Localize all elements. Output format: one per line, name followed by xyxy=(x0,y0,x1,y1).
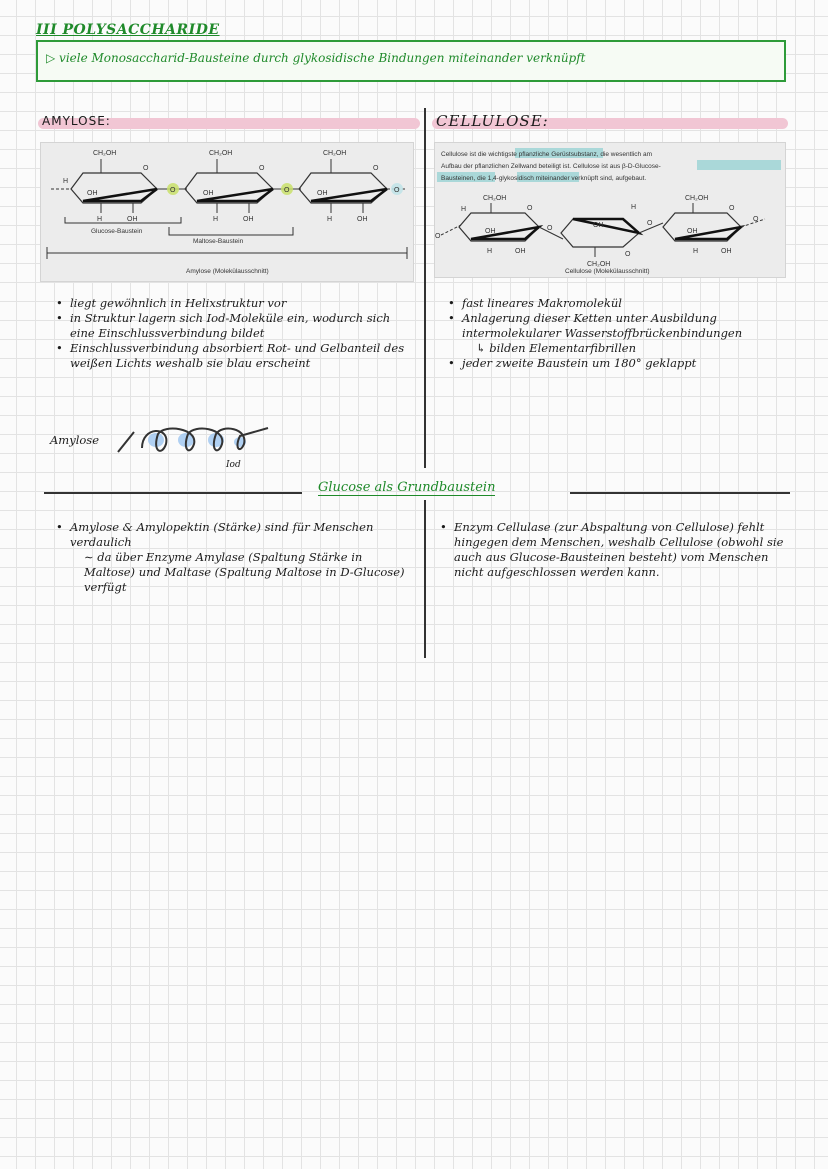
amylose-notes xyxy=(56,296,406,371)
cellulose-arrow-note: ↳ bilden Elementarfibrillen xyxy=(476,341,636,355)
glucose-unit-label: Glucose-Baustein xyxy=(91,228,143,235)
hydroxyl-label: OH xyxy=(485,228,496,235)
definition-box xyxy=(36,40,786,82)
cellulose-text-line: Aufbau der pflanzlichen Zellwand beteiligt ist. Cellulose ist aus β-D-Glucose- xyxy=(441,163,661,170)
hydrogen-label: H xyxy=(63,178,69,185)
cellulose-heading: CELLULOSE: xyxy=(436,112,549,130)
cellulose-structure-diagram xyxy=(435,143,785,277)
hydrogen-label: H xyxy=(631,204,637,211)
bridge-oxygen-label: O xyxy=(394,187,400,194)
cellulose-notes xyxy=(448,296,788,371)
hydrogen-label: H xyxy=(213,216,219,223)
page-title: III POLYSACCHARIDE xyxy=(36,22,220,38)
definition-text: ▷ viele Monosaccharid-Bausteine durch glykosidische Bindungen miteinander verknüpft xyxy=(46,51,586,65)
vertical-divider-top xyxy=(424,108,426,468)
amylose-note: • in Struktur lagern sich Iod-Moleküle ein, wodurch sich eine Einschlussverbindung bildet xyxy=(56,311,406,341)
cellulose-note: • jeder zweite Baustein um 180° geklappt xyxy=(448,356,788,371)
hydroxyl-label: OH xyxy=(721,248,732,255)
cellulose-figure-caption: Cellulose (Molekülausschnitt) xyxy=(565,268,650,275)
ch2oh-label: CH₂OH xyxy=(587,261,611,268)
amylose-note: • liegt gewöhnlich in Helixstruktur vor xyxy=(56,296,406,311)
ch2oh-label: CH₂OH xyxy=(685,195,709,202)
horizontal-divider-right xyxy=(570,492,790,494)
amylose-helix-sketch xyxy=(112,422,282,462)
starch-digestion-note xyxy=(56,520,406,595)
horizontal-divider-left xyxy=(44,492,302,494)
ring-oxygen-label: O xyxy=(373,165,379,172)
bridge-oxygen-label: O xyxy=(647,220,653,227)
amylose-structure-figure xyxy=(40,142,414,282)
hydroxyl-label: OH xyxy=(127,216,138,223)
bridge-oxygen-label: O xyxy=(284,187,290,194)
cellulose-note: • fast lineares Makromolekül xyxy=(448,296,788,311)
vertical-divider-bottom xyxy=(424,500,426,658)
starch-digestion-detail: ∼ da über Enzyme Amylase (Spaltung Stärke in Maltose) und Maltase (Spaltung Maltose in D-Glucose) verfügt xyxy=(84,550,405,594)
ring-oxygen-label: O xyxy=(143,165,149,172)
amylose-structure-diagram xyxy=(41,143,413,281)
amylose-helix-label: Amylose xyxy=(50,433,100,447)
iod-label: Iod xyxy=(226,460,241,470)
hydrogen-label: H xyxy=(461,206,467,213)
hydroxyl-label: OH xyxy=(243,216,254,223)
ring-oxygen-label: O xyxy=(625,251,631,258)
hydroxyl-label: OH xyxy=(687,228,698,235)
ring-oxygen-label: O xyxy=(527,205,533,212)
cellulose-text-line: Cellulose ist die wichtigste pflanzliche Gerüstsubstanz, die wesentlich am xyxy=(441,151,652,158)
ch2oh-label: CH₂OH xyxy=(483,195,507,202)
ring-oxygen-label: O xyxy=(729,205,735,212)
bridge-oxygen-label: O xyxy=(753,216,759,223)
hydroxyl-label: OH xyxy=(317,190,328,197)
cellulose-structure-figure xyxy=(434,142,786,278)
ch2oh-label: CH₂OH xyxy=(209,150,233,157)
amylose-note: • Einschlussverbindung absorbiert Rot- und Gelbanteil des weißen Lichts weshalb sie blau erscheint xyxy=(56,341,406,371)
cellulose-text-line: Bausteinen, die 1,4-glykosidisch miteinander verknüpft sind, aufgebaut. xyxy=(441,175,647,182)
center-label: Glucose als Grundbaustein xyxy=(318,480,496,495)
hydroxyl-label: OH xyxy=(203,190,214,197)
hydrogen-label: H xyxy=(487,248,493,255)
hydroxyl-label: OH xyxy=(515,248,526,255)
ring-oxygen-label: O xyxy=(259,165,265,172)
hydroxyl-label: OH xyxy=(357,216,368,223)
amylose-heading: AMYLOSE: xyxy=(42,114,111,128)
hydrogen-label: H xyxy=(327,216,333,223)
hydroxyl-label: OH xyxy=(87,190,98,197)
maltose-unit-label: Maltose-Baustein xyxy=(193,238,244,245)
ch2oh-label: CH₂OH xyxy=(93,150,117,157)
bridge-oxygen-label: O xyxy=(547,225,553,232)
hydrogen-label: H xyxy=(97,216,103,223)
cellulose-note: • Anlagerung dieser Ketten unter Ausbildung intermolekularer Wasserstoffbrückenbindungen xyxy=(448,311,788,341)
amylose-figure-caption: Amylose (Molekülausschnitt) xyxy=(186,268,269,275)
cellulose-digestion-main: • Enzym Cellulase (zur Abspaltung von Cellulose) fehlt hingegen dem Menschen, weshalb Cellulose (obwohl sie auch aus Glucose-Bausteinen besteht) vom Menschen nicht aufgeschlossen werden kann. xyxy=(440,520,790,580)
hydroxyl-label: OH xyxy=(593,222,604,229)
bridge-oxygen-label: O xyxy=(170,187,176,194)
cellulose-digestion-note xyxy=(440,520,790,580)
starch-digestion-main: • Amylose & Amylopektin (Stärke) sind für Menschen verdaulich xyxy=(56,520,406,550)
hydrogen-label: H xyxy=(693,248,699,255)
bridge-oxygen-label: O xyxy=(435,233,441,240)
ch2oh-label: CH₂OH xyxy=(323,150,347,157)
